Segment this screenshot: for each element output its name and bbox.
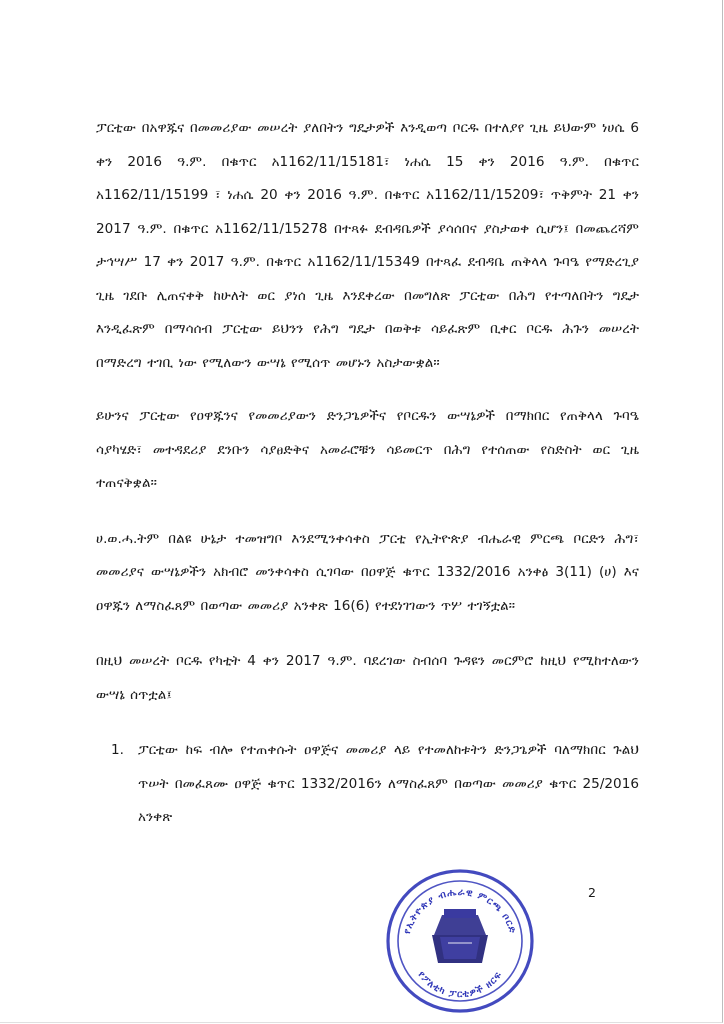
list-item bbox=[111, 734, 639, 835]
page-number: 2 bbox=[588, 885, 596, 900]
ballot-box-icon bbox=[432, 909, 488, 963]
paragraph-4: በዚህ መሠረት ቦርዱ የካቲት 4 ቀን 2017 ዓ.ም. ባደረገው ስብሰባ ጉዳዩን መርምሮ ከዚህ የሚከተለውን ውሣኔ ሰጥቷል፤ bbox=[96, 653, 639, 703]
document-body bbox=[96, 112, 639, 835]
paragraph-2: ይሁንና ፓርቲው የዐዋጁንና የመመሪያውን ድንጋጌዎችና የቦርዱን ውሣኔዎች በማክበር የጠቅላላ ጉባዔ ሳያካሄድ፣ መተዳደሪያ ደንቡን ሳያፀድቅና አመራሮቹን ሳይመርጥ በሕግ የተሰጠው የስድስት ወር ጊዜ ተጠናቅቋል። bbox=[96, 408, 639, 491]
decision-list bbox=[96, 734, 639, 835]
svg-text:የፖለቲካ ፓርቲዎች ዘርፍ bbox=[415, 969, 504, 1000]
stamp-text-top: የኢትዮጵያ ብሔራዊ ምርጫ ቦርድ bbox=[401, 886, 519, 936]
paragraph-3: ሀ.ወ.ሓ.ትም በልዩ ሁኔታ ተመዝግቦ እንደሚንቀሳቀስ ፓርቲ የኢትዮጵያ ብሔራዊ ምርጫ ቦርድን ሕግ፣ መመሪያና ውሣኔዎችን አክብሮ መንቀሳቀስ ሲገባው በዐዋጅ ቁጥር 1332/2016 አንቀፅ 3(11) (ሀ) እና ዐዋጁን ለማስፈጸም በወጣው መመሪያ አንቀጽ 16(6) የተደነገገውን ጥሦ ተገኝቷል። bbox=[96, 530, 639, 614]
paragraph-1: ፓርቲው በአዋጁና በመመሪያው መሠረት ያለበትን ግዴታዎች እንዲወጣ ቦርዱ በተለያየ ጊዜ ይህውም ነሀሴ 6 ቀን 2016 ዓ.ም. በቁጥር አ1162/11/15181፣ ነሐሴ 15 ቀን 2016 ዓ.ም. በቁጥር አ1162/11/15199 ፣ ነሐሴ 20 ቀን 2016 ዓ.ም. በቁጥር አ1162/11/15209፣ ጥቅምት 21 ቀን 2017 ዓ.ም. በቁጥር አ1162/11/15278 በተጻፉ ደብዳቤዎች ያሳሰበና ያስታወቀ ሲሆን፤ በመጨረሻም ታኅሣሥ 17 ቀን 2017 ዓ.ም. በቁጥር አ1162/11/15349 በተጻፈ ደብዳቤ ጠቅላላ ጉባዔ የማድረጊያ ጊዜ ገደቡ ሊጠናቀቅ ከሁለት ወር ያነሰ ጊዜ እንደቀረው በመግለጽ ፓርቲው በሕግ የተጣለበትን ግዴታ እንዲፈጽም በማሳሰብ ፓርቲው ይህንን የሕግ ግዴታ በወቅቱ ሳይፈጽም ቢቀር ቦርዱ ሕጉን መሠረት በማድረግ ተገቢ ነው የሚለውን ውሣኔ የሚሰጥ መሆኑን አስታውቋል። bbox=[96, 120, 639, 371]
list-item-text: ፓርቲው ከፍ ብሎ የተጠቀሱት ዐዋጅና መመሪያ ላይ የተመለከቱትን ድንጋጌዎች ባለማክበር ጉልህ ጥሠት በመፈጸሙ ዐዋጅ ቁጥር 1332/2016ን ለማስፈጸም በወጣው መመሪያ ቁጥር 25/2016 አንቀጽ bbox=[138, 742, 639, 825]
official-stamp-icon bbox=[382, 865, 538, 1015]
list-item-number: 1. bbox=[111, 742, 124, 758]
stamp-text-bottom: የፖለቲካ ፓርቲዎች ዘርፍ bbox=[415, 969, 505, 1001]
